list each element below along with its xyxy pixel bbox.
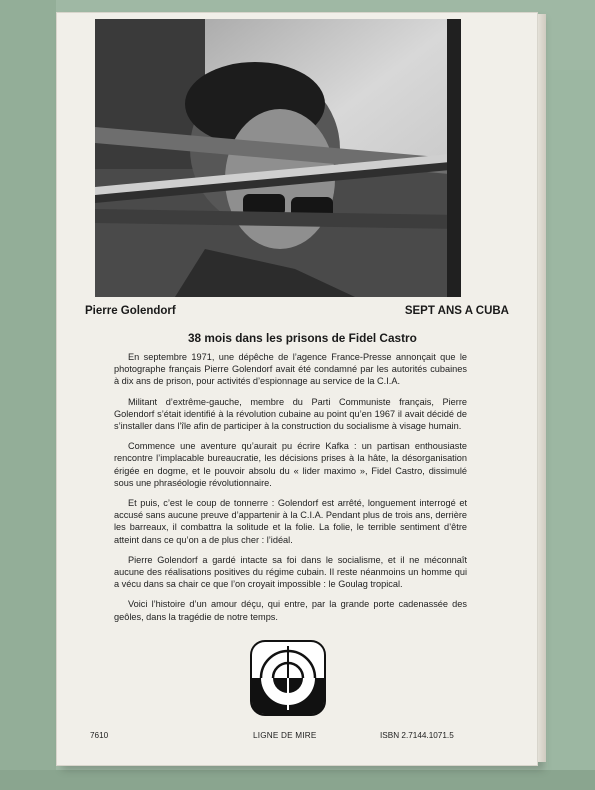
- publisher-name: LIGNE DE MIRE: [253, 731, 317, 740]
- book-title: SEPT ANS A CUBA: [404, 305, 509, 317]
- blurb-paragraph: Pierre Golendorf a gardé intacte sa foi dans le socialisme, et il ne méconnaît aucune des réalisations positives du régime cubain. Il reste néanmoins un homme qui a vécu dans sa chair ce que l’on croyait impossible : le Goulag tropical.: [114, 554, 467, 590]
- author-photo: [95, 19, 461, 297]
- blurb-paragraph: En septembre 1971, une dépêche de l’agence France-Presse annonçait que le photographe français Pierre Golendorf avait été condamné par les autorités cubaines à dix ans de prison, pour activités d’espionnage au service de la C.I.A.: [114, 352, 467, 387]
- blurb-paragraph: Militant d’extrême-gauche, membre du Parti Communiste français, Pierre Golendorf s’était identifié à la révolution cubaine au point qu’en 1967 il avait décidé de s’installer dans l’île afin de participer à la construction du socialisme à visage humain.: [114, 396, 467, 432]
- book-back-cover: [57, 13, 537, 765]
- background-right: [548, 70, 595, 770]
- catalog-code: 7610: [90, 731, 109, 740]
- blurb-paragraph: Et puis, c’est le coup de tonnerre : Golendorf est arrêté, longuement interrogé et accusé sans aucune preuve d’appartenir à la C.I.A. Pendant plus de trois ans, derrière les barreaux, il combattra la solitude et la folie. La folie, le terrible sentiment d’être atteint dans ce qu’on a de plus cher : l’idéal.: [114, 498, 467, 545]
- author-photo-drawing: [95, 19, 461, 297]
- background-left: [0, 0, 56, 790]
- blurb-paragraph: Voici l’histoire d’un amour déçu, qui entre, par la grande porte cadenassée des geôles, dans la tragédie de notre temps.: [114, 599, 467, 622]
- book-subtitle: 38 mois dans les prisons de Fidel Castro: [188, 331, 417, 345]
- author-name: Pierre Golendorf: [85, 305, 176, 317]
- blurb-paragraph: Commence une aventure qu’aurait pu écrire Kafka : un partisan enthousiaste rencontre l’implacable bureaucratie, les décisions prises à la hâte, la désorganisation érigée en dogme, et le pouvoir absolu du « lider maximo », Fidel Castro, dissimulé sous une phraséologie révolutionnaire.: [114, 441, 467, 488]
- background-bottom: [0, 770, 595, 790]
- book-side-edge: [537, 14, 546, 762]
- isbn: ISBN 2.7144.1071.5: [380, 731, 454, 740]
- blurb: [114, 351, 467, 631]
- publisher-logo: [250, 640, 326, 716]
